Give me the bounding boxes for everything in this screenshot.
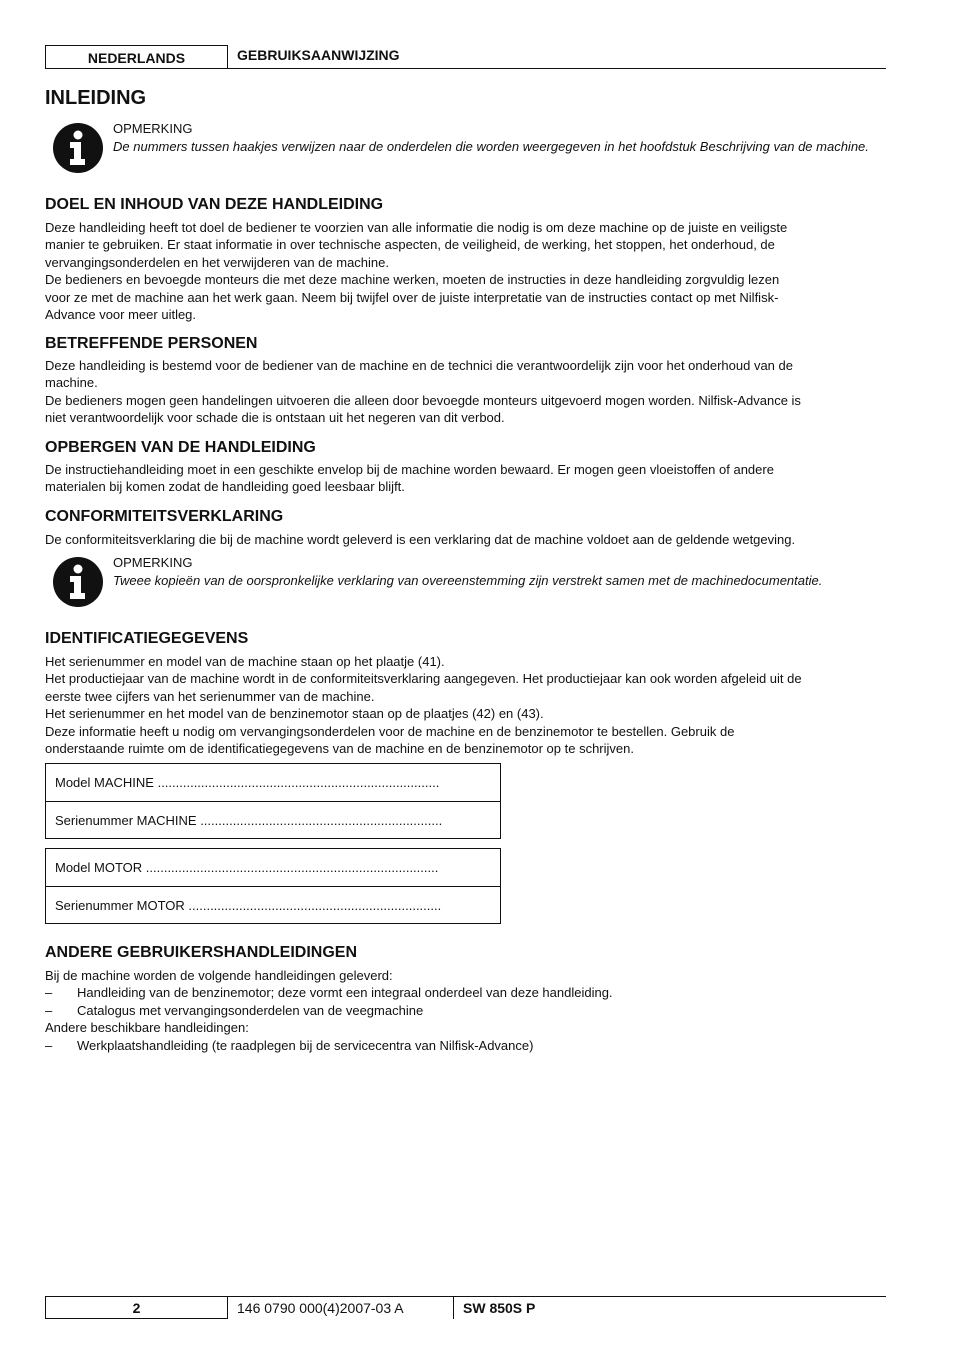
text-line: onderstaande ruimte om de identificatiegegevens van de machine en de benzinemotor op te schrijven. bbox=[45, 741, 634, 757]
text-line: De bedieners en bevoegde monteurs die met deze machine werken, moeten de instructies in deze handleiding zorgvuldig lezen bbox=[45, 272, 780, 288]
section-text-andere bbox=[45, 967, 890, 1054]
section-heading-personen: BETREFFENDE PERSONEN bbox=[45, 335, 258, 352]
text-line: De conformiteitsverklaring die bij de machine wordt geleverd is een verklaring dat de machine voldoet aan de geldende wetgeving. bbox=[45, 532, 796, 547]
list-dash: – bbox=[45, 1002, 53, 1018]
list-item bbox=[45, 1037, 890, 1054]
text-line: Het serienummer en het model van de benzinemotor staan op de plaatjes (42) en (43). bbox=[45, 706, 544, 722]
note-title: OPMERKING bbox=[113, 555, 193, 570]
note-text: Tweee kopieën van de oorspronkelijke verklaring van overeenstemming zijn verstrekt samen met de machinedocumentatie. bbox=[113, 573, 823, 588]
section-text-identificatie bbox=[45, 653, 890, 757]
page-footer bbox=[45, 1296, 886, 1320]
machine-model-name: SW 850S P bbox=[463, 1300, 536, 1316]
header-doc-type: GEBRUIKSAANWIJZING bbox=[237, 47, 400, 63]
footer-divider bbox=[453, 1297, 454, 1319]
section-heading-doel: DOEL EN INHOUD VAN DEZE HANDLEIDING bbox=[45, 196, 384, 213]
text-line: niet verantwoordelijk voor schade die is ontstaan uit het negeren van dit verbod. bbox=[45, 410, 505, 426]
page-number: 2 bbox=[45, 1297, 228, 1319]
machine-id-form bbox=[45, 763, 501, 839]
text-line: Het serienummer en model van de machine staan op het plaatje (41). bbox=[45, 654, 445, 669]
text-line: Het productiejaar van de machine wordt in de conformiteitsverklaring aangegeven. Het productiejaar kan ook worden afgeleid uit de bbox=[45, 671, 802, 687]
text-line: eerste twee cijfers van het serienummer van de machine. bbox=[45, 688, 375, 704]
document-code: 146 0790 000(4)2007-03 A bbox=[237, 1300, 404, 1316]
info-icon bbox=[53, 123, 103, 173]
header-language: NEDERLANDS bbox=[45, 45, 228, 68]
text-line: manier te gebruiken. Er staat informatie in over technische aspecten, de veiligheid, de werking, het stoppen, het onderhoud, de bbox=[45, 237, 775, 253]
text-line: voor ze met de machine aan het werk gaan. Neem bij twijfel over de juiste interpretatie van de instructies contact op met Nilfisk- bbox=[45, 289, 779, 305]
section-heading-identificatie: IDENTIFICATIEGEGEVENS bbox=[45, 630, 249, 647]
note-box bbox=[45, 121, 886, 173]
section-text-opbergen bbox=[45, 461, 890, 496]
text-line: Advance voor meer uitleg. bbox=[45, 307, 197, 323]
list-item bbox=[45, 984, 890, 1001]
text-line: machine. bbox=[45, 375, 98, 391]
section-text-personen bbox=[45, 357, 890, 427]
list-item-text: Catalogus met vervangingsonderdelen van de veegmachine bbox=[77, 1002, 424, 1018]
section-text-doel bbox=[45, 219, 890, 323]
machine-model-field: Model MACHINE .............................................................................. bbox=[55, 775, 440, 790]
note-text: De nummers tussen haakjes verwijzen naar de onderdelen die worden weergegeven in het hoofdstuk Beschrijving van de machine. bbox=[113, 139, 869, 154]
section-heading-andere: ANDERE GEBRUIKERSHANDLEIDINGEN bbox=[45, 944, 358, 961]
text-line: vervangingsonderdelen en het verwijderen van de machine. bbox=[45, 254, 389, 270]
text-line: Andere beschikbare handleidingen: bbox=[45, 1020, 249, 1036]
text-line: Bij de machine worden de volgende handleidingen geleverd: bbox=[45, 968, 393, 983]
page-header bbox=[45, 45, 886, 69]
info-icon bbox=[53, 557, 103, 607]
list-item bbox=[45, 1002, 890, 1019]
text-line: Deze handleiding is bestemd voor de bediener van de machine en de technici die verantwoordelijk zijn voor het onderhoud van de bbox=[45, 358, 793, 373]
note-title: OPMERKING bbox=[113, 121, 193, 136]
section-heading-opbergen: OPBERGEN VAN DE HANDLEIDING bbox=[45, 439, 316, 456]
text-line: Deze informatie heeft u nodig om vervangingsonderdelen voor de machine en de benzinemotor te bestellen. Gebruik de bbox=[45, 723, 735, 739]
list-item-text: Werkplaatshandleiding (te raadplegen bij de servicecentra van Nilfisk-Advance) bbox=[77, 1037, 534, 1053]
text-line: De bedieners mogen geen handelingen uitvoeren die alleen door bevoegde monteurs uitgevoerd mogen worden. Nilfisk-Advance is bbox=[45, 392, 801, 408]
list-item-text: Handleiding van de benzinemotor; deze vormt een integraal onderdeel van deze handleiding. bbox=[77, 985, 613, 1001]
machine-serial-field: Serienummer MACHINE ................................................................... bbox=[46, 801, 500, 838]
page-title: INLEIDING bbox=[45, 87, 147, 109]
section-heading-conformiteit: CONFORMITEITSVERKLARING bbox=[45, 508, 284, 525]
list-dash: – bbox=[45, 985, 53, 1001]
section-text-conformiteit bbox=[45, 531, 890, 548]
motor-model-field: Model MOTOR ................................................................................. bbox=[55, 860, 439, 875]
motor-id-form bbox=[45, 848, 501, 924]
motor-serial-field: Serienummer MOTOR ...................................................................... bbox=[46, 886, 500, 923]
list-dash: – bbox=[45, 1037, 53, 1053]
text-line: Deze handleiding heeft tot doel de bediener te voorzien van alle informatie die nodig is om deze machine op de juiste en veiligste bbox=[45, 220, 788, 235]
text-line: De instructiehandleiding moet in een geschikte envelop bij de machine worden bewaard. Er mogen geen vloeistoffen of andere bbox=[45, 462, 774, 477]
note-box bbox=[45, 555, 886, 607]
text-line: materialen bij komen zodat de handleiding goed leesbaar blijft. bbox=[45, 479, 405, 495]
